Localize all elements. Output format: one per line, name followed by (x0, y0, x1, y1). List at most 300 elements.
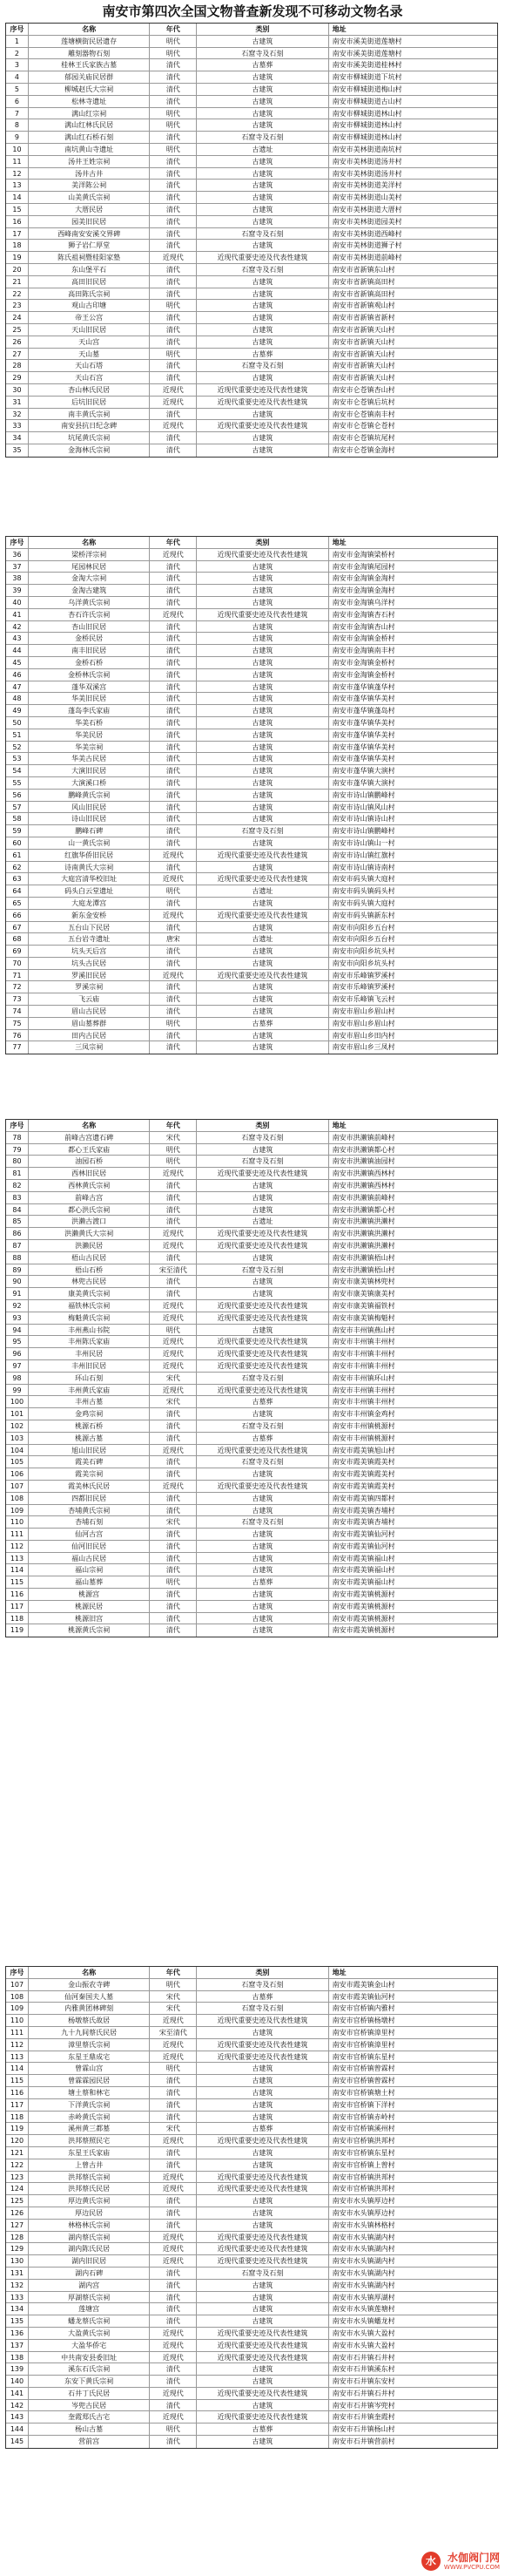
table-cell: 71 (6, 970, 29, 981)
table-cell: 23 (6, 300, 29, 311)
table-cell: 128 (6, 2232, 29, 2243)
table-cell: 坑尾黄氏宗祠 (29, 432, 151, 444)
table-cell: 46 (6, 669, 29, 681)
table-cell: 清代 (150, 573, 197, 584)
table-header-row (6, 24, 497, 36)
table-cell: 南安市蓬华镇蓬华村 (332, 682, 395, 691)
table-cell: 古建筑 (197, 2063, 328, 2074)
table-cell: 洪邦蔡氏民居 (29, 2183, 151, 2194)
table-cell: 39 (6, 585, 29, 596)
table-cell: 桂林王氏家族古墓 (29, 59, 151, 71)
table-row (6, 1589, 497, 1601)
table-row (6, 2280, 497, 2292)
table-row (6, 2039, 497, 2051)
table-cell: 清代 (150, 1216, 197, 1227)
table-cell: 厚湖蔡氏宗祠 (29, 2292, 151, 2303)
table-cell: 16 (6, 216, 29, 227)
table-row (6, 1312, 497, 1325)
table-cell: 南安市水头镇大盈村 (332, 2329, 395, 2337)
table-cell: 142 (6, 2400, 29, 2411)
table-cell: 110 (6, 2015, 29, 2026)
table-cell: 明代 (150, 349, 197, 360)
table-cell: 清代 (150, 645, 197, 656)
table-cell: 清代 (150, 1564, 197, 1576)
table-row (6, 1264, 497, 1277)
table-cell: 近现代 (150, 609, 197, 620)
table-cell: 古建筑 (197, 288, 328, 300)
table-cell: 清代 (150, 790, 197, 801)
table-cell: 古建筑 (197, 1006, 328, 1017)
table-cell: 石窟寺及石刻 (197, 228, 328, 240)
table-cell: 南安市霞美镇金山村 (332, 1980, 395, 1989)
table-cell: 清代 (150, 444, 197, 457)
table-cell: 27 (6, 349, 29, 360)
table-cell: 南安市洪濑镇西林村 (332, 1181, 395, 1190)
table-cell: 近现代 (150, 549, 197, 560)
table-cell: 近现代重要史迹及代表性建筑 (197, 1240, 328, 1251)
table-row (6, 1041, 497, 1054)
table-cell: 清代 (150, 312, 197, 323)
table-row (6, 1006, 497, 1018)
table-row (6, 2159, 497, 2172)
table-cell: 61 (6, 850, 29, 861)
table-cell: 99 (6, 1385, 29, 1396)
table-cell: 南安市丰州镇金鸡村 (332, 1410, 395, 1419)
table-cell: 林格林氏宗祠 (29, 2220, 151, 2231)
table-cell: 近现代 (150, 2232, 197, 2243)
table-cell: 21 (6, 276, 29, 288)
table-cell: 古墓葬 (197, 2423, 328, 2435)
table-cell: 清代 (150, 1493, 197, 1504)
table-cell: 近现代 (150, 1348, 197, 1359)
table-cell: 134 (6, 2303, 29, 2315)
header-cell: 类别 (197, 24, 328, 35)
table-cell: 67 (6, 922, 29, 933)
table-cell: 石窟寺及石刻 (197, 48, 328, 59)
table-cell: 五台山下民居 (29, 922, 151, 933)
table-cell: 南安市官桥镇曾霖村 (332, 2064, 395, 2073)
table-cell: 近现代重要史迹及代表性建筑 (197, 1228, 328, 1239)
table-cell: 117 (6, 2099, 29, 2111)
table-cell: 101 (6, 1408, 29, 1420)
table-row (6, 2363, 497, 2376)
table-cell: 近现代重要史迹及代表性建筑 (197, 970, 328, 981)
table-cell: 清代 (150, 84, 197, 95)
table-cell: 南安市金淘镇金桥村 (332, 634, 395, 643)
table-cell: 52 (6, 742, 29, 753)
table-cell: 古建筑 (197, 2207, 328, 2219)
table-cell: 桃源石桥 (29, 1420, 151, 1432)
table-row (6, 621, 497, 634)
table-cell: 63 (6, 873, 29, 885)
table-cell: 南安市官桥镇东星村 (332, 2052, 395, 2061)
header-cell: 名称 (29, 1120, 151, 1131)
table-cell: 129 (6, 2243, 29, 2254)
table-row (6, 669, 497, 681)
table-cell: 南安市官桥镇下洋村 (332, 2100, 395, 2109)
table-cell: 古建筑 (197, 993, 328, 1005)
table-cell: 南安市康美镇梅魁村 (332, 1313, 395, 1322)
table-cell: 南安市金淘镇梁桥村 (332, 550, 395, 559)
table-row (6, 264, 497, 276)
table-cell: 25 (6, 324, 29, 336)
table-cell: 65 (6, 898, 29, 909)
table-cell: 南安市蓬华镇华美村 (332, 742, 395, 751)
table-cell: 近现代 (150, 2352, 197, 2363)
table-cell: 南安市康美镇康美村 (332, 1290, 395, 1298)
table-cell: 南安市霞美镇仙河村 (332, 1992, 395, 2001)
table-cell: 19 (6, 252, 29, 263)
table-cell: 南安市石井镇杨山村 (332, 2425, 395, 2434)
table-cell: 南安市霞美镇杏埔村 (332, 1518, 395, 1527)
table-cell: 鹏峰黄氏宗祠 (29, 790, 151, 801)
table-row (6, 252, 497, 264)
table-cell: 四都旧民居 (29, 1493, 151, 1504)
table-block-3 (5, 1119, 498, 1637)
table-cell: 狮子岩仁厚堂 (29, 240, 151, 251)
table-cell: 82 (6, 1180, 29, 1191)
table-row (6, 2003, 497, 2015)
table-cell: 近现代 (150, 910, 197, 921)
table-row (6, 192, 497, 204)
table-cell: 南安市霞美镇福山村 (332, 1578, 395, 1587)
table-cell: 近现代 (150, 1336, 197, 1347)
table-cell: 清代 (150, 1468, 197, 1480)
header-cell: 类别 (197, 537, 328, 548)
table-cell: 华美民居 (29, 729, 151, 741)
table-cell: 鹏峰石碑 (29, 825, 151, 837)
table-row (6, 1396, 497, 1408)
table-cell: 136 (6, 2328, 29, 2339)
table-cell: 107 (6, 1481, 29, 1492)
table-cell: 近现代重要史迹及代表性建筑 (197, 384, 328, 396)
table-cell: 近现代 (150, 2328, 197, 2339)
table-cell: 104 (6, 1445, 29, 1456)
table-cell: 近现代重要史迹及代表性建筑 (197, 1168, 328, 1179)
table-cell: 南安市康美镇福铁村 (332, 1301, 395, 1310)
table-cell: 近现代 (150, 2388, 197, 2399)
table-cell: 古建筑 (197, 180, 328, 191)
table-cell: 近现代重要史迹及代表性建筑 (197, 1312, 328, 1324)
table-cell: 溪州黄三都墓 (29, 2123, 151, 2134)
table-cell: 古建筑 (197, 2220, 328, 2231)
table-cell: 宋至清代 (150, 1264, 197, 1276)
table-cell: 南安市洪濑镇洪濑村 (332, 1230, 395, 1238)
table-row (6, 765, 497, 777)
table-cell: 60 (6, 837, 29, 849)
table-row (6, 2328, 497, 2340)
table-cell: 南安市蓬华镇大演村 (332, 778, 395, 787)
table-row (6, 1601, 497, 1613)
table-cell: 古墓葬 (197, 59, 328, 71)
table-row (6, 862, 497, 874)
table-cell: 清代 (150, 2268, 197, 2279)
table-cell: 南安市洪濑镇洪濑村 (332, 1217, 395, 1226)
table-row (6, 2112, 497, 2124)
table-cell: 古建筑 (197, 777, 328, 789)
table-cell: 南安市向阳乡五台村 (332, 923, 395, 932)
table-cell: 南安市蓬华镇大演村 (332, 767, 395, 776)
table-cell: 清代 (150, 561, 197, 573)
table-cell: 南安市霞美镇旭山村 (332, 1446, 395, 1454)
table-cell: 近现代重要史迹及代表性建筑 (197, 2255, 328, 2267)
table-cell: 47 (6, 681, 29, 693)
table-cell: 南安市金淘镇乌洋村 (332, 598, 395, 607)
table-cell: 143 (6, 2411, 29, 2423)
table-cell: 清代 (150, 717, 197, 729)
table-cell: 清代 (150, 2315, 197, 2327)
table-cell: 明代 (150, 36, 197, 47)
table-cell: 桃源旧宫 (29, 1613, 151, 1624)
table-row (6, 1018, 497, 1030)
table-cell: 南安市金淘镇南丰村 (332, 647, 395, 655)
table-cell: 近现代重要史迹及代表性建筑 (197, 2015, 328, 2026)
table-cell: 近现代重要史迹及代表性建筑 (197, 2039, 328, 2051)
table-cell: 洪邦蔡照民宅 (29, 2135, 151, 2146)
table-cell: 3 (6, 59, 29, 71)
table-cell: 满山红林氏民居 (29, 119, 151, 131)
table-row (6, 1408, 497, 1420)
table-row (6, 444, 497, 457)
table-cell: 古建筑 (197, 2147, 328, 2159)
table-cell: 124 (6, 2183, 29, 2194)
table-cell: 眉山墓葬群 (29, 1018, 151, 1029)
table-cell: 古建筑 (197, 2363, 328, 2375)
table-cell: 清代 (150, 192, 197, 203)
table-row (6, 2243, 497, 2255)
table-row (6, 2255, 497, 2268)
table-cell: 南安市诗山镇鹏峰村 (332, 790, 395, 799)
table-cell: 南安市诗山镇鹏峰村 (332, 827, 395, 836)
table-cell: 南安市诗山镇红旗村 (332, 851, 395, 859)
table-cell: 107 (6, 1979, 29, 1990)
table-cell: 古遗址 (197, 885, 328, 897)
table-cell: 35 (6, 444, 29, 457)
table-cell: 福山古民居 (29, 1553, 151, 1564)
table-cell: 南安市柳城街道林山村 (332, 133, 402, 142)
table-cell: 古建筑 (197, 2075, 328, 2086)
table-cell: 南安市水头镇林格村 (332, 2220, 395, 2229)
table-cell: 南安市官桥镇杨墩村 (332, 2017, 395, 2025)
table-row (6, 2400, 497, 2412)
table-cell: 古墓葬 (197, 1991, 328, 2003)
table-cell: 清代 (150, 585, 197, 596)
table-cell: 明代 (150, 885, 197, 897)
table-cell: 田内古民居 (29, 1030, 151, 1041)
table-cell: 南安市丰州镇燕山村 (332, 1325, 395, 1334)
table-cell: 梁桥洋宗祠 (29, 549, 151, 560)
table-cell: 58 (6, 813, 29, 824)
table-row (6, 372, 497, 384)
table-cell: 古建筑 (197, 981, 328, 993)
table-cell: 98 (6, 1373, 29, 1384)
table-row (6, 910, 497, 922)
table-cell: 杏埔石刻 (29, 1516, 151, 1528)
table-cell: 南安市蓬华镇华美村 (332, 755, 395, 763)
table-cell: 清代 (150, 228, 197, 240)
table-cell: 近现代重要史迹及代表性建筑 (197, 2232, 328, 2243)
table-row (6, 1541, 497, 1553)
table-row (6, 898, 497, 910)
table-cell: 古建筑 (197, 1192, 328, 1203)
table-cell: 清代 (150, 981, 197, 993)
table-cell: 66 (6, 910, 29, 921)
brand-logo-icon: 水 (421, 2552, 441, 2571)
table-cell: 近现代 (150, 1360, 197, 1372)
table-cell: 杨山古墓 (29, 2423, 151, 2435)
table-cell: 32 (6, 409, 29, 420)
table-row (6, 873, 497, 885)
table-cell: 金桥民居 (29, 633, 151, 644)
table-cell: 85 (6, 1216, 29, 1227)
table-cell: 奎霞郑氏古宅 (29, 2411, 151, 2423)
table-cell: 清代 (150, 898, 197, 909)
table-cell: 山美黄氏宗祠 (29, 192, 151, 203)
table-cell: 南安市诗山镇山一村 (332, 838, 395, 847)
table-cell: 69 (6, 946, 29, 957)
table-row (6, 1168, 497, 1180)
table-cell: 南安市官桥镇曾霖村 (332, 2077, 395, 2085)
table-cell: 南安市洪濑镇洪濑村 (332, 1241, 395, 1250)
table-cell: 41 (6, 609, 29, 620)
table-cell: 144 (6, 2423, 29, 2435)
table-cell: 南安市洪濑镇前峰村 (332, 1193, 395, 1202)
table-cell: 南安市金淘镇金淘村 (332, 574, 395, 583)
table-cell: 南安市省新镇省新村 (332, 314, 395, 322)
table-cell: 赤岭黄氏宗祠 (29, 2112, 151, 2123)
table-cell: 蟠龙蔡氏宗祠 (29, 2315, 151, 2327)
table-cell: 近现代重要史迹及代表性建筑 (197, 2340, 328, 2351)
table-cell: 54 (6, 765, 29, 776)
table-cell: 古建筑 (197, 561, 328, 573)
table-row (6, 156, 497, 168)
table-cell: 近现代 (150, 1445, 197, 1456)
table-cell: 清代 (150, 2207, 197, 2219)
table-cell: 南安市霞美镇福山村 (332, 1566, 395, 1575)
table-cell: 漳里蔡氏宗祠 (29, 2039, 151, 2051)
table-cell: 丰州古墓 (29, 1396, 151, 1407)
table-cell: 清代 (150, 2195, 197, 2207)
table-row (6, 312, 497, 324)
table-cell: 南安市美林街道狮子村 (332, 241, 402, 250)
table-cell: 古建筑 (197, 2436, 328, 2448)
table-cell: 大盈黄氏宗祠 (29, 2328, 151, 2339)
table-row (6, 228, 497, 241)
table-header-row (6, 1967, 497, 1979)
table-cell: 古建筑 (197, 1553, 328, 1564)
table-cell: 南安市省新镇天山村 (332, 349, 395, 358)
table-cell: 古建筑 (197, 2400, 328, 2411)
table-cell: 南安市丰州镇桃源村 (332, 1434, 395, 1442)
table-cell: 南安市官桥镇洪邦村 (332, 2173, 395, 2181)
table-cell: 111 (6, 2027, 29, 2038)
table-row (6, 168, 497, 180)
table-cell: 南安市码头镇新东村 (332, 911, 395, 919)
table-row (6, 922, 497, 934)
table-cell: 古建筑 (197, 1541, 328, 1552)
table-cell: 清代 (150, 1456, 197, 1468)
table-cell: 清代 (150, 216, 197, 227)
table-cell: 古建筑 (197, 119, 328, 131)
table-cell: 近现代 (150, 252, 197, 263)
table-cell: 古建筑 (197, 1505, 328, 1516)
table-cell: 金海林氏宗祠 (29, 444, 151, 457)
table-cell: 南安市官桥镇赤岭村 (332, 2112, 395, 2121)
table-cell: 南安市诗山镇诗南村 (332, 863, 395, 871)
table-cell: 81 (6, 1168, 29, 1179)
table-cell: 古建筑 (197, 1529, 328, 1540)
table-cell: 古墓葬 (197, 1396, 328, 1407)
table-cell: 南安市水头镇厚边村 (332, 2208, 395, 2217)
table-cell: 40 (6, 597, 29, 608)
table-cell: 岑兜古民居 (29, 2400, 151, 2411)
table-cell: 9 (6, 132, 29, 143)
table-cell: 南安市洪濑镇都心村 (332, 1145, 395, 1154)
table-cell: 近现代 (150, 420, 197, 431)
header-cell: 地址 (332, 1969, 347, 1976)
table-cell: 南安市码头镇大庭村 (332, 898, 395, 907)
table-cell: 70 (6, 958, 29, 969)
table-cell: 近现代重要史迹及代表性建筑 (197, 1481, 328, 1492)
table-row (6, 2099, 497, 2112)
table-cell: 近现代 (150, 2255, 197, 2267)
table-cell: 南安市柳城街道林山村 (332, 121, 402, 130)
table-cell: 93 (6, 1312, 29, 1324)
table-row (6, 1204, 497, 1217)
table-cell: 清代 (150, 825, 197, 837)
header-cell: 序号 (6, 1967, 29, 1978)
table-row (6, 981, 497, 993)
table-cell: 55 (6, 777, 29, 789)
table-cell: 130 (6, 2255, 29, 2267)
table-cell: 前峰古宫 (29, 1192, 151, 1203)
table-row (6, 2135, 497, 2147)
table-cell: 近现代重要史迹及代表性建筑 (197, 1445, 328, 1456)
header-cell: 名称 (29, 24, 151, 35)
table-cell: 清代 (150, 71, 197, 83)
table-cell: 宋代 (150, 2123, 197, 2134)
table-cell: 清代 (150, 753, 197, 764)
table-cell: 清代 (150, 240, 197, 251)
table-row (6, 717, 497, 729)
table-row (6, 2147, 497, 2159)
table-cell: 南安市霞美镇桃源村 (332, 1614, 395, 1623)
table-cell: 湖内陈氏民居 (29, 2243, 151, 2254)
table-cell: 古建筑 (197, 645, 328, 656)
table-row (6, 2063, 497, 2075)
table-cell: 122 (6, 2159, 29, 2171)
table-cell: 南安市水头镇湖内村 (332, 2245, 395, 2254)
table-cell: 109 (6, 1505, 29, 1516)
table-cell: 4 (6, 71, 29, 83)
table-cell: 石窟寺及石刻 (197, 1132, 328, 1143)
table-cell: 南安市霞美镇桃源村 (332, 1590, 395, 1599)
table-cell: 东星王鼎成宅 (29, 2051, 151, 2063)
table-cell: 古建筑 (197, 790, 328, 801)
table-row (6, 2436, 497, 2448)
table-cell: 后坑旧民居 (29, 397, 151, 408)
table-cell: 金山振农寺碑 (29, 1979, 151, 1990)
table-row (6, 1360, 497, 1373)
table-cell: 42 (6, 621, 29, 633)
table-cell: 洪濑黄氏大宗祠 (29, 1228, 151, 1239)
table-cell: 清代 (150, 168, 197, 180)
table-cell: 近现代 (150, 1312, 197, 1324)
table-row (6, 1516, 497, 1529)
table-cell: 古建筑 (197, 1288, 328, 1299)
table-cell: 123 (6, 2172, 29, 2183)
table-cell: 清代 (150, 777, 197, 789)
